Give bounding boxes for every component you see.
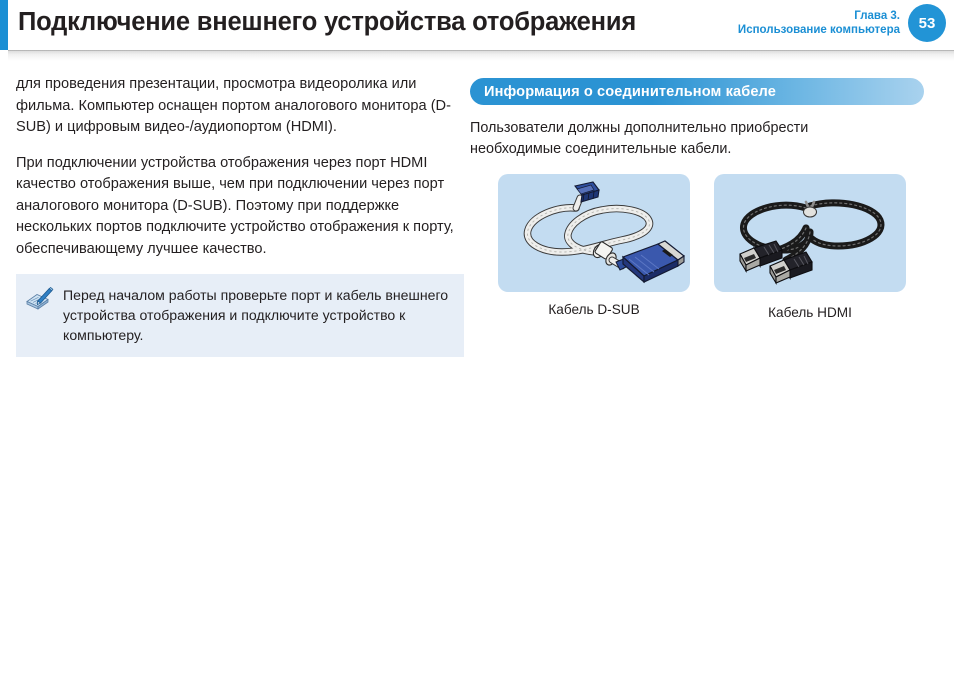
chapter-name: Использование компьютера	[737, 24, 900, 36]
body-paragraph: При подключении устройства отображения через порт HDMI качество отображения выше, чем при подключении через порт аналогового монитора (D-SUB). Поэтому при поддержке нескольких портов подключите устройство отображения к порту, обеспечивающему лучшее качество.	[16, 154, 454, 257]
header-meta	[738, 4, 946, 42]
figure-frame	[714, 174, 906, 292]
page-header	[0, 0, 954, 50]
section-title: Информация о соединительном кабеле	[484, 83, 776, 100]
section-header-bar	[470, 78, 924, 105]
page-content	[0, 62, 954, 677]
right-column	[466, 62, 954, 677]
d-sub-vga-cable-image	[498, 174, 690, 292]
figure-d-sub	[498, 174, 690, 320]
hdmi-cable-image	[714, 174, 906, 292]
note-box	[16, 274, 464, 357]
header-divider-shadow	[8, 50, 954, 61]
figure-hdmi	[714, 174, 906, 320]
page-number-badge: 53	[908, 4, 946, 42]
chapter-label	[738, 9, 900, 37]
note-pen-icon	[25, 287, 55, 313]
body-paragraph: для проведения презентации, просмотра видеоролика или фильма. Компьютер оснащен портом аналогового монитора (D-SUB) и цифровым видео-/аудиопортом (HDMI).	[16, 76, 451, 135]
figure-caption: Кабель HDMI	[768, 305, 852, 320]
header-accent-bar	[0, 0, 8, 50]
note-text: Перед началом работы проверьте порт и кабель внешнего устройства отображения и подключите устройство к компьютеру.	[63, 287, 449, 343]
figure-group	[470, 174, 940, 320]
figure-frame	[498, 174, 690, 292]
figure-caption: Кабель D-SUB	[548, 302, 640, 317]
left-column	[0, 62, 466, 677]
section-intro-text: Пользователи должны дополнительно приобрести необходимые соединительные кабели.	[470, 120, 809, 157]
chapter-number: Глава 3.	[854, 10, 900, 22]
page-title: Подключение внешнего устройства отображения	[18, 8, 636, 36]
